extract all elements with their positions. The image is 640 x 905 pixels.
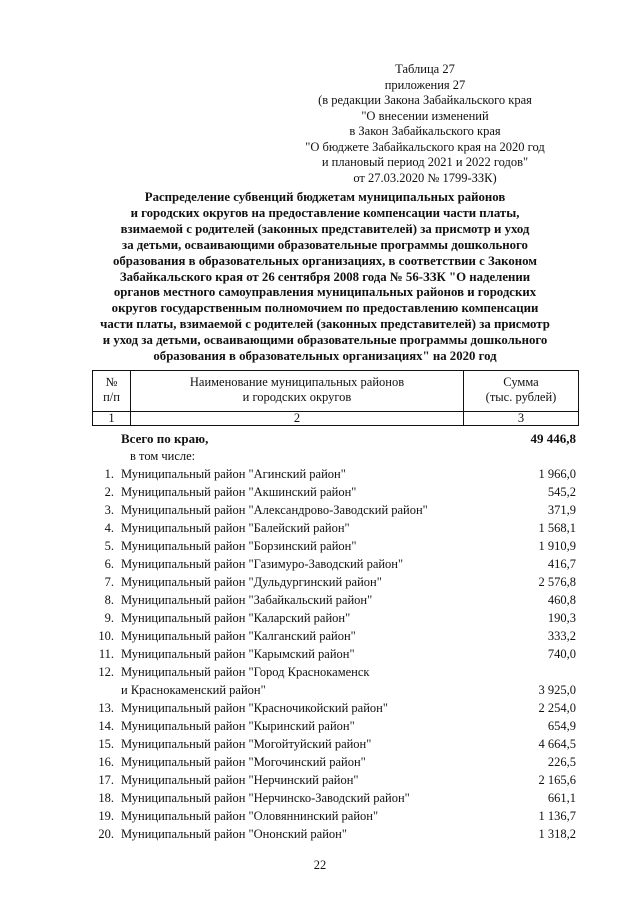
- table-row: [90, 501, 580, 519]
- table-row: [90, 807, 580, 825]
- row-number: 6.: [104, 557, 114, 571]
- title-line: органов местного самоуправления муниципальных районов и городских: [113, 285, 537, 300]
- caption-line: и плановый период 2021 и 2022 годов": [321, 155, 529, 169]
- row-name: Муниципальный район "Дульдургинский район": [121, 575, 382, 589]
- row-number: 3.: [104, 503, 114, 517]
- row-value: 416,7: [547, 557, 576, 571]
- row-number: 5.: [104, 539, 114, 553]
- title-line: за детьми, осваивающими образовательные программы дошкольного: [122, 237, 528, 252]
- row-number: 12.: [98, 665, 114, 679]
- title-line: и уход за детьми, осваивающими образовательные программы дошкольного: [102, 333, 548, 348]
- table-row: [90, 483, 580, 501]
- row-value: 661,1: [547, 791, 576, 805]
- row-name: Муниципальный район "Могойтуйский район": [121, 737, 372, 751]
- caption-line: "О бюджете Забайкальского края на 2020 год: [305, 139, 545, 154]
- header-name-line: и городских округов: [242, 390, 352, 404]
- row-value: 333,2: [547, 629, 576, 643]
- row-name: Муниципальный район "Нерчинско-Заводский район": [121, 791, 410, 805]
- header-name-line: Наименование муниципальных районов: [189, 375, 405, 389]
- row-value: 3 925,0: [538, 683, 576, 697]
- row-name: Муниципальный район "Нерчинский район": [121, 773, 359, 787]
- row-name: Муниципальный район "Забайкальский район": [121, 593, 373, 607]
- table-row: [90, 771, 580, 789]
- including-row: [90, 447, 580, 465]
- row-name: Муниципальный район "Борзинский район": [121, 539, 357, 553]
- header-name: [131, 375, 463, 405]
- total-label: Всего по краю,: [121, 431, 209, 446]
- row-value: 1 966,0: [538, 467, 576, 481]
- table-caption: [290, 62, 560, 186]
- caption-line: в Закон Забайкальского края: [349, 124, 501, 138]
- caption-line: приложения 27: [384, 77, 466, 92]
- caption-line: от 27.03.2020 № 1799-ЗЗК): [353, 170, 497, 185]
- table-row: [90, 753, 580, 771]
- row-name: Муниципальный район "Акшинский район": [121, 485, 357, 499]
- column-index: 3: [517, 411, 525, 425]
- column-divider: [463, 371, 464, 425]
- column-index-row: [93, 411, 578, 426]
- row-name: Муниципальный район "Ононский район": [121, 827, 347, 841]
- table-row: [90, 609, 580, 627]
- row-value: 1 318,2: [538, 827, 576, 841]
- header-row: [93, 371, 578, 412]
- row-value: 1 568,1: [538, 521, 576, 535]
- row-value: 2 254,0: [538, 701, 576, 715]
- column-index: 2: [293, 411, 301, 425]
- row-value: 1 910,9: [538, 539, 576, 553]
- row-value: 4 664,5: [538, 737, 576, 751]
- table-row: [90, 519, 580, 537]
- row-number: 1.: [104, 467, 114, 481]
- row-name: Муниципальный район "Газимуро-Заводский район": [121, 557, 404, 571]
- table-row: [90, 465, 580, 483]
- title-line: и городских округов на предоставление компенсации части платы,: [130, 205, 520, 220]
- table-row: [90, 627, 580, 645]
- row-number: 13.: [98, 701, 114, 715]
- row-number: 19.: [98, 809, 114, 823]
- row-number: 9.: [104, 611, 114, 625]
- page-number: 22: [313, 858, 327, 872]
- table-row: [90, 735, 580, 753]
- including-label: в том числе:: [130, 449, 196, 463]
- row-value: 190,3: [547, 611, 576, 625]
- row-name-continued: и Краснокаменский район": [121, 683, 266, 697]
- row-number: 17.: [98, 773, 114, 787]
- row-name: Муниципальный район "Кыринский район": [121, 719, 355, 733]
- row-value: 545,2: [547, 485, 576, 499]
- header-number-line: №: [105, 375, 118, 389]
- header-number-line: п/п: [103, 390, 120, 404]
- table-row: [90, 591, 580, 609]
- title-line: Распределение субвенций бюджетам муниципальных районов: [144, 190, 506, 204]
- title-line: округов государственным полномочием по предоставлению компенсации: [111, 301, 539, 316]
- total-value: 49 446,8: [530, 431, 576, 446]
- row-name: Муниципальный район "Агинский район": [121, 467, 346, 481]
- header-number: [93, 375, 130, 405]
- document-title: [80, 190, 570, 365]
- table-row: [90, 555, 580, 573]
- row-value: 654,9: [547, 719, 576, 733]
- row-number: 11.: [98, 647, 114, 661]
- row-name: Муниципальный район "Карымский район": [121, 647, 355, 661]
- table-header: [92, 370, 579, 426]
- row-name: Муниципальный район "Александрово-Заводский район": [121, 503, 428, 517]
- title-line: образования в образовательных организациях, в соответствии с Законом: [113, 253, 537, 268]
- row-number: 8.: [104, 593, 114, 607]
- row-value: 2 165,6: [538, 773, 576, 787]
- row-name: Муниципальный район "Оловяннинский район": [121, 809, 379, 823]
- row-number: 7.: [104, 575, 114, 589]
- row-number: 20.: [98, 827, 114, 841]
- row-value: 2 576,8: [538, 575, 576, 589]
- total-row: [90, 430, 580, 448]
- column-index: 1: [108, 411, 115, 425]
- row-number: 4.: [104, 521, 114, 535]
- row-name: Муниципальный район "Каларский район": [121, 611, 351, 625]
- row-number: 14.: [98, 719, 114, 733]
- row-name: Муниципальный район "Могочинский район": [121, 755, 366, 769]
- row-value: 460,8: [547, 593, 576, 607]
- table-row: [90, 717, 580, 735]
- table-row: [90, 825, 580, 843]
- title-line: взимаемой с родителей (законных представителей) за присмотр и уход: [120, 221, 530, 236]
- row-number: 16.: [98, 755, 114, 769]
- caption-line: (в редакции Закона Забайкальского края: [318, 93, 532, 107]
- row-number: 15.: [98, 737, 114, 751]
- header-sum-line: Сумма: [503, 375, 539, 389]
- row-value: 740,0: [547, 647, 576, 661]
- row-number: 18.: [98, 791, 114, 805]
- header-sum: [464, 375, 578, 405]
- row-name: Муниципальный район "Город Краснокаменск: [121, 665, 370, 679]
- table-row: [90, 663, 580, 699]
- header-sum-line: (тыс. рублей): [485, 390, 557, 404]
- row-number: 2.: [104, 485, 114, 499]
- row-name: Муниципальный район "Балейский район": [121, 521, 350, 535]
- table-row: [90, 573, 580, 591]
- title-line: части платы, взимаемой с родителей (законных представителей) за присмотр: [100, 317, 550, 332]
- row-name: Муниципальный район "Калганский район": [121, 629, 356, 643]
- table-row: [90, 789, 580, 807]
- table-row: [90, 645, 580, 663]
- caption-line: Таблица 27: [395, 62, 455, 76]
- title-line: образования в образовательных организациях" на 2020 год: [153, 349, 497, 364]
- row-number: 10.: [98, 629, 114, 643]
- row-value: 226,5: [547, 755, 576, 769]
- row-value: 371,9: [547, 503, 576, 517]
- row-value: 1 136,7: [538, 809, 576, 823]
- row-name: Муниципальный район "Красночикойский район": [121, 701, 388, 715]
- table-row: [90, 537, 580, 555]
- table-row: [90, 699, 580, 717]
- caption-line: "О внесении изменений: [361, 108, 489, 123]
- column-divider: [130, 371, 131, 425]
- title-line: Забайкальского края от 26 сентября 2008 года № 56-ЗЗК "О наделении: [119, 269, 531, 284]
